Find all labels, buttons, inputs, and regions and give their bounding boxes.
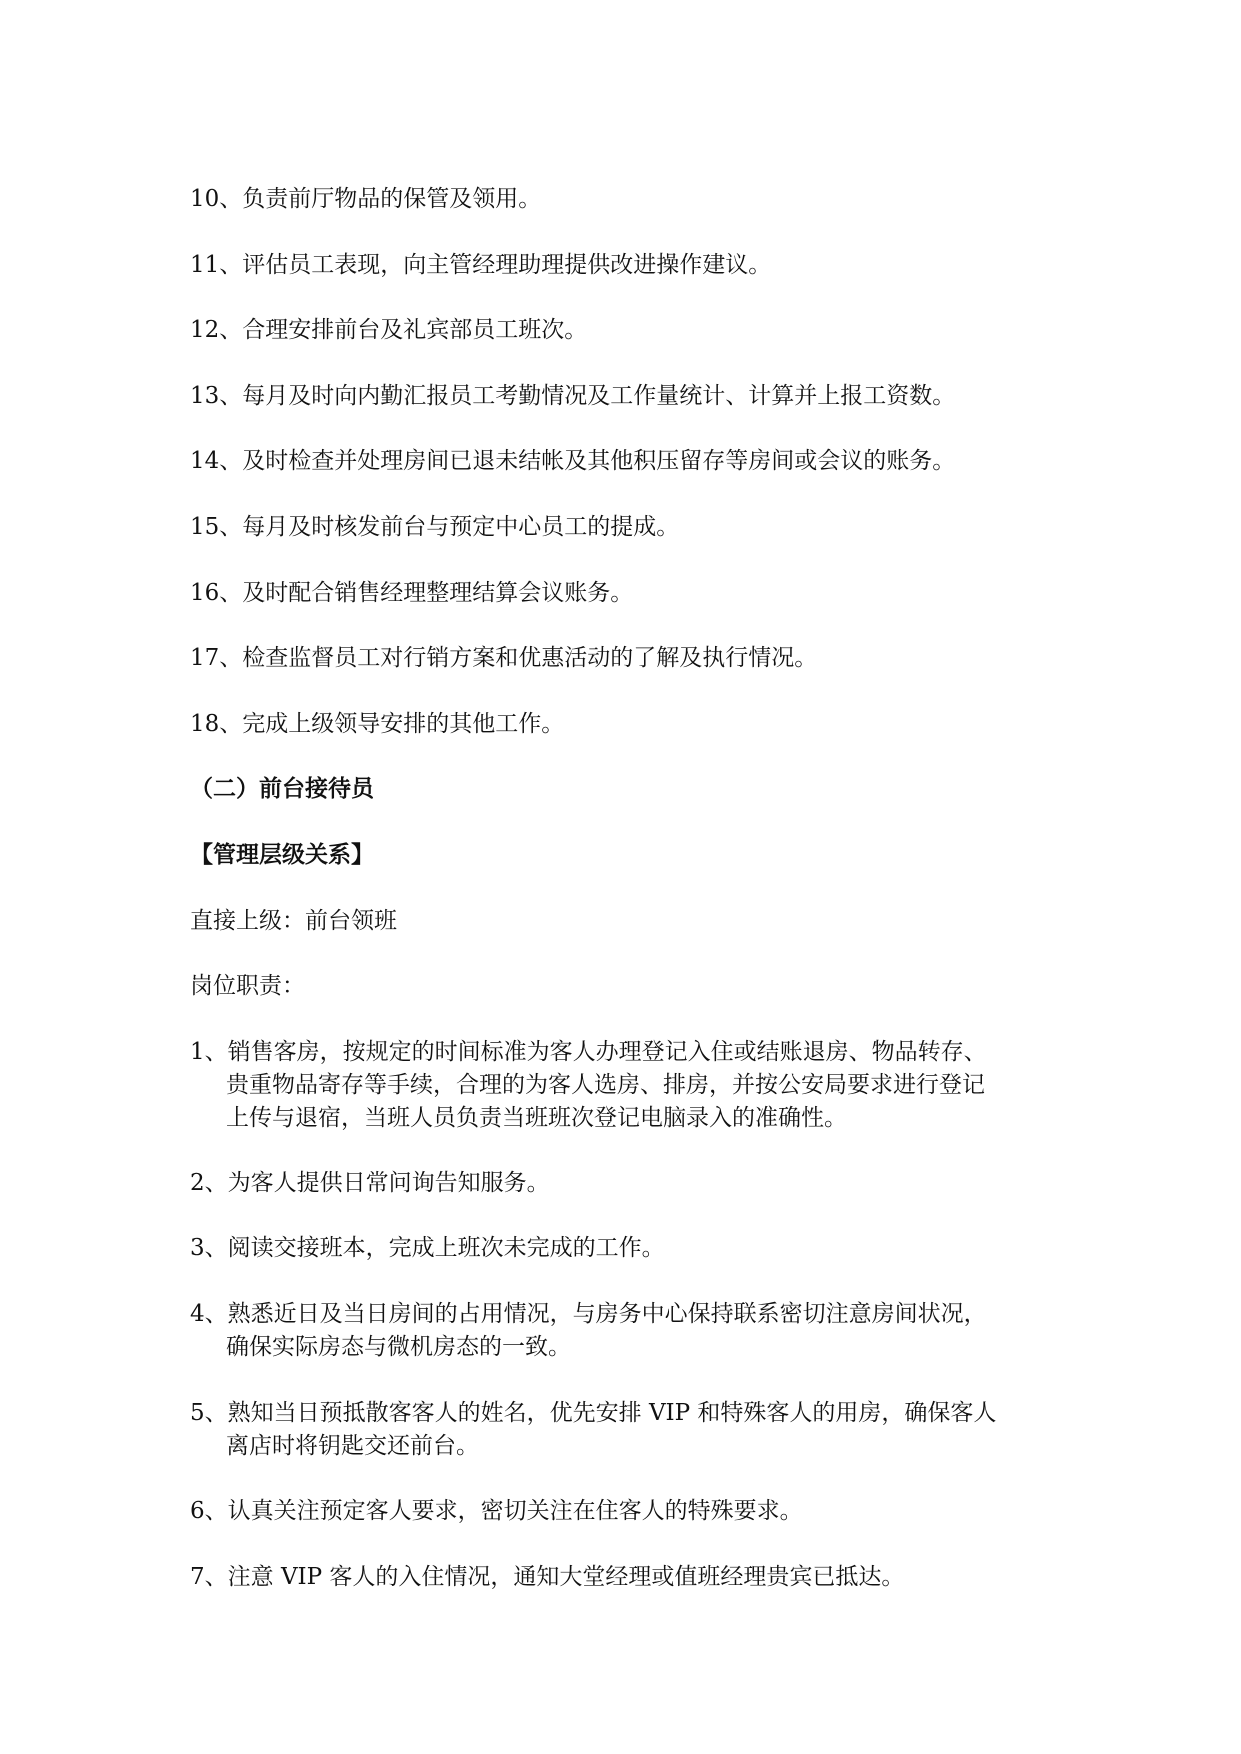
duties-label: 岗位职责： [190,973,305,999]
receptionist-duty-7: 7、注意 VIP 客人的入住情况，通知大堂经理或值班经理贵宾已抵达。 [190,1564,905,1590]
receptionist-duty-6: 6、认真关注预定客人要求，密切关注在住客人的特殊要求。 [190,1498,803,1524]
receptionist-duty-1-cont: 上传与退宿，当班人员负责当班班次登记电脑录入的准确性。 [226,1105,847,1131]
receptionist-duty-1: 1、销售客房，按规定的时间标准为客人办理登记入住或结账退房、物品转存、 [190,1039,987,1065]
section-title: （二）前台接待员 [190,776,374,802]
duty-line-16: 16、及时配合销售经理整理结算会议账务。 [190,580,634,606]
duty-line-15: 15、每月及时核发前台与预定中心员工的提成。 [190,514,680,540]
duty-line-12: 12、合理安排前台及礼宾部员工班次。 [190,317,588,343]
subsection-title: 【管理层级关系】 [190,842,374,868]
duty-line-13: 13、每月及时向内勤汇报员工考勤情况及工作量统计、计算并上报工资数。 [190,383,956,409]
duty-line-14: 14、及时检查并处理房间已退未结帐及其他积压留存等房间或会议的账务。 [190,448,956,474]
receptionist-duty-5: 5、熟知当日预抵散客客人的姓名，优先安排 VIP 和特殊客人的用房，确保客人 [190,1400,997,1426]
duty-line-11: 11、评估员工表现，向主管经理助理提供改进操作建议。 [190,252,772,278]
duty-line-17: 17、检查监督员工对行销方案和优惠活动的了解及执行情况。 [190,645,818,671]
receptionist-duty-1-cont: 贵重物品寄存等手续，合理的为客人选房、排房，并按公安局要求进行登记 [226,1072,985,1098]
receptionist-duty-4: 4、熟悉近日及当日房间的占用情况，与房务中心保持联系密切注意房间状况， [190,1301,987,1327]
receptionist-duty-2: 2、为客人提供日常问询告知服务。 [190,1170,550,1196]
receptionist-duty-4-cont: 确保实际房态与微机房态的一致。 [226,1334,571,1360]
receptionist-duty-5-cont: 离店时将钥匙交还前台。 [226,1433,479,1459]
duty-line-18: 18、完成上级领导安排的其他工作。 [190,711,565,737]
duty-line-10: 10、负责前厅物品的保管及领用。 [190,186,542,212]
receptionist-duty-3: 3、阅读交接班本，完成上班次未完成的工作。 [190,1235,665,1261]
supervisor-line: 直接上级：前台领班 [190,908,397,934]
